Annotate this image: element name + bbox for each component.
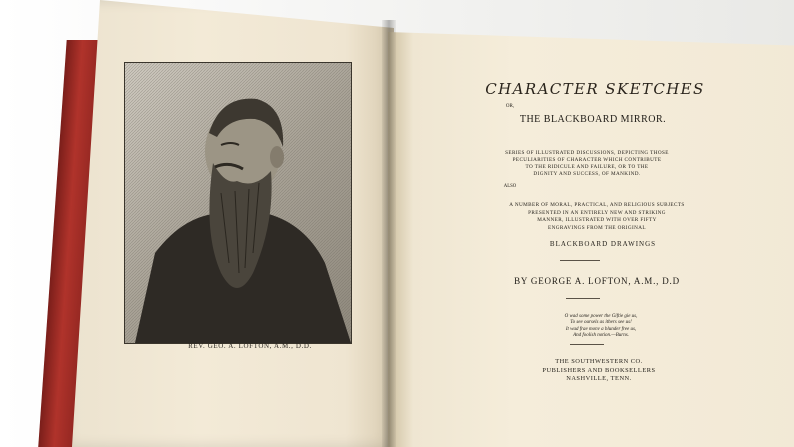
book-gutter	[382, 20, 396, 447]
subjects-block	[414, 202, 780, 232]
drawings-heading: BLACKBOARD DRAWINGS	[549, 240, 657, 248]
publisher-block	[418, 358, 780, 384]
subjects-line: A NUMBER OF MORAL, PRACTICAL, AND RELIGIOUS SUBJECTS	[509, 202, 685, 208]
subjects-line: MANNER, ILLUSTRATED WITH OVER FIFTY	[537, 217, 657, 224]
book-title: CHARACTER SKETCHES	[485, 80, 705, 98]
description-line: PECULIARITIES OF CHARACTER WHICH CONTRIBUTE	[512, 157, 662, 163]
subjects-line: PRESENTED IN AN ENTIRELY NEW AND STRIKING	[528, 209, 666, 216]
portrait-caption: REV. GEO. A. LOFTON, A.M., D.D.	[188, 342, 312, 350]
description-line: DIGNITY AND SUCCESS, OF MANKIND.	[533, 171, 641, 177]
divider-rule	[570, 344, 604, 345]
poem-line: To see oursels as ithers see us!	[570, 320, 632, 326]
description-line: TO THE RIDICULE AND FAILURE, OR TO THE	[525, 164, 649, 170]
poem-line: O wad some power the Giftie gie us,	[564, 314, 638, 319]
subjects-line: ENGRAVINGS FROM THE ORIGINAL	[548, 224, 646, 231]
portrait-engraving	[124, 62, 352, 344]
bearded-man-illustration	[125, 63, 351, 343]
book-subtitle: THE BLACKBOARD MIRROR.	[519, 114, 667, 125]
divider-rule	[560, 260, 600, 261]
publisher-line: PUBLISHERS AND BOOKSELLERS	[542, 366, 656, 374]
description-line: SERIES OF ILLUSTRATED DISCUSSIONS, DEPICTING THOSE	[505, 150, 669, 156]
publisher-line: THE SOUTHWESTERN CO.	[555, 358, 643, 365]
divider-rule	[566, 298, 600, 299]
also-label: ALSO	[503, 184, 517, 189]
publisher-line: NASHVILLE, TENN.	[566, 375, 632, 383]
title-or: OR,	[505, 104, 515, 109]
poem-epigraph	[424, 314, 778, 340]
poem-line: It wad frae monv a blunder free us,	[565, 326, 637, 332]
poem-line: And foolish notion.—Burns.	[573, 333, 629, 339]
description-block	[400, 150, 774, 178]
author-line: BY GEORGE A. LOFTON, A.M., D.D	[514, 276, 680, 286]
